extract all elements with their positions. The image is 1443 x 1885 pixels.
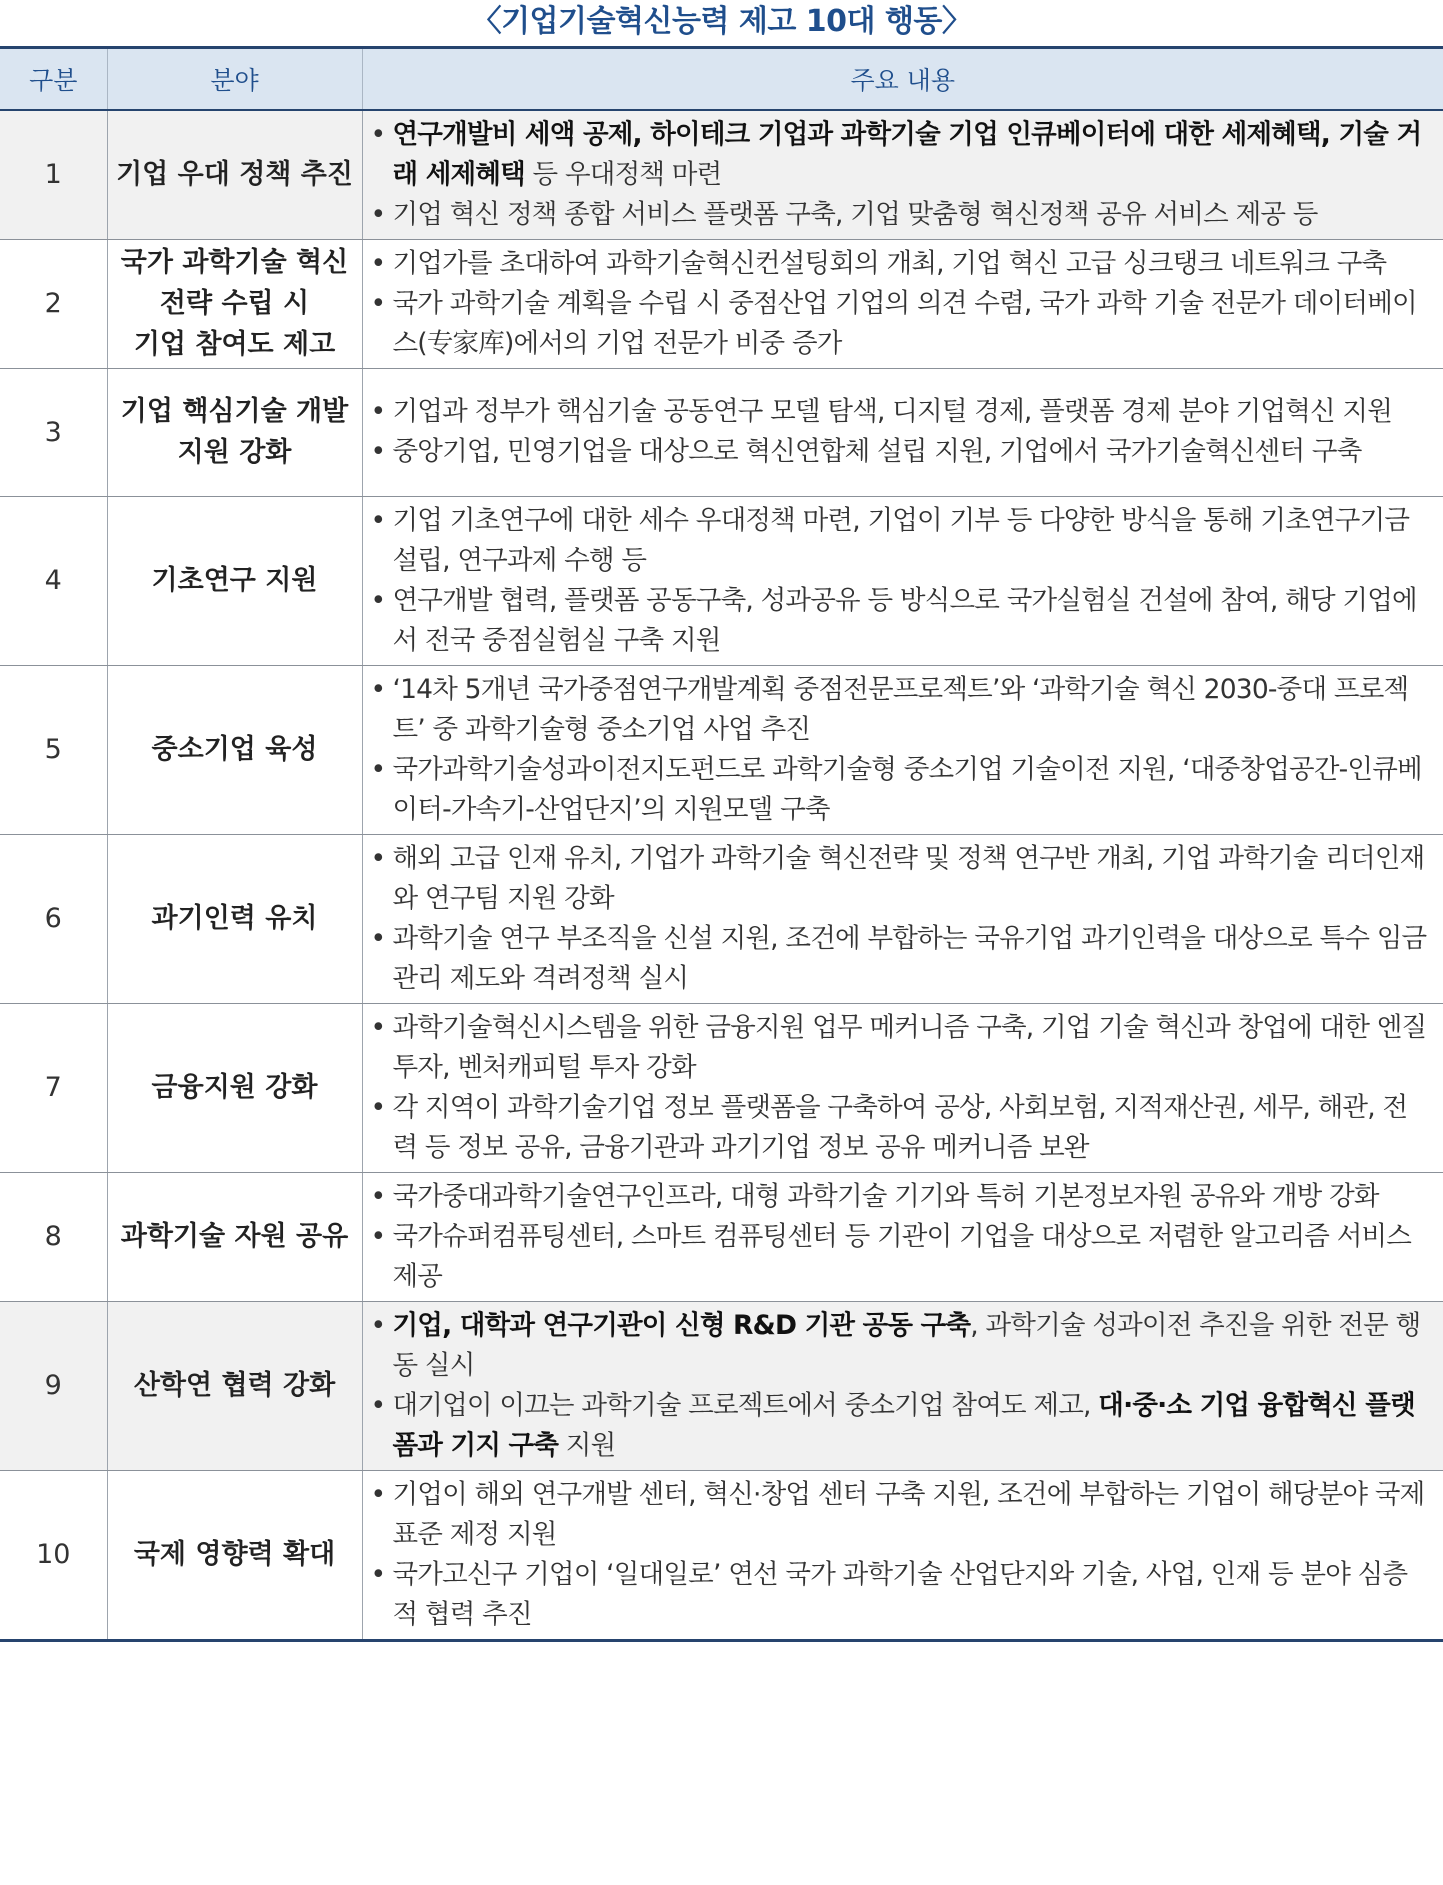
row-number: 7 [0,1003,107,1172]
row-field: 중소기업 육성 [107,665,362,834]
table-row [0,1301,1443,1470]
row-content [362,665,1443,834]
table-title: 〈기업기술혁신능력 제고 10대 행동〉 [471,4,972,39]
bullet-item [371,1386,1432,1466]
bullet-item: • ‘14차 5개년 국가중점연구개발계획 중점전문프로젝트’와 ‘과학기술 혁신 2030-중대 프로젝트’ 중 과학기술형 중소기업 사업 추진 [371,670,1432,750]
table-row [0,665,1443,834]
field-line: 전략 수립 시 [159,288,310,319]
row-number: 1 [0,110,107,240]
table-row [0,239,1443,368]
header-content: 주요 내용 [362,48,1443,110]
row-content [362,1172,1443,1301]
table-row [0,1003,1443,1172]
field-line: 지원 강화 [177,437,292,468]
actions-table [0,46,1443,1642]
row-number: 6 [0,834,107,1003]
bullet-text: , 과학기술 성과이전 추진을 위한 전문 행동 실시 [392,1309,1421,1381]
row-number: 4 [0,496,107,665]
bullet-item: • 기업이 해외 연구개발 센터, 혁신·창업 센터 구축 지원, 조건에 부합하는 기업이 해당분야 국제표준 제정 지원 [371,1475,1432,1555]
row-field: 과학기술 자원 공유 [107,1172,362,1301]
table-row [0,368,1443,496]
bullet-text: 지원 [558,1429,616,1461]
bullet-item [371,115,1432,195]
table-header-row [0,48,1443,110]
bullet-text: 대기업이 이끄는 과학기술 프로젝트에서 중소기업 참여도 제고, [392,1389,1099,1421]
header-category: 구분 [0,48,107,110]
bold-text: 대·중·소 기업 융합혁신 플랫폼과 기지 구축 [392,1389,1415,1461]
row-field: 과기인력 유치 [107,834,362,1003]
field-line: 기업 참여도 제고 [133,329,336,360]
bullet-item: • 각 지역이 과학기술기업 정보 플랫폼을 구축하여 공상, 사회보험, 지적재산권, 세무, 해관, 전력 등 정보 공유, 금융기관과 과기기업 정보 공유 메커니즘 보완 [371,1088,1432,1168]
row-field: 기초연구 지원 [107,496,362,665]
field-line: 기업 핵심기술 개발 [120,396,349,427]
row-content [362,239,1443,368]
table-row [0,496,1443,665]
bullet-item: • 연구개발 협력, 플랫폼 공동구축, 성과공유 등 방식으로 국가실험실 건설에 참여, 해당 기업에서 전국 중점실험실 구축 지원 [371,581,1432,661]
bullet-item: • 해외 고급 인재 유치, 기업가 과학기술 혁신전략 및 정책 연구반 개최, 기업 과학기술 리더인재와 연구팀 지원 강화 [371,839,1432,919]
row-number: 9 [0,1301,107,1470]
bullet-item: • 기업가를 초대하여 과학기술혁신컨설팅회의 개최, 기업 혁신 고급 싱크탱크 네트워크 구축 [371,244,1432,284]
table-row [0,834,1443,1003]
row-number: 3 [0,368,107,496]
bullet-item: • 기업과 정부가 핵심기술 공동연구 모델 탐색, 디지털 경제, 플랫폼 경제 분야 기업혁신 지원 [371,392,1432,432]
bullet-item: • 과학기술 연구 부조직을 신설 지원, 조건에 부합하는 국유기업 과기인력을 대상으로 특수 임금관리 제도와 격려정책 실시 [371,919,1432,999]
row-field: 금융지원 강화 [107,1003,362,1172]
bullet-item: • 국가슈퍼컴퓨팅센터, 스마트 컴퓨팅센터 등 기관이 기업을 대상으로 저렴한 알고리즘 서비스 제공 [371,1217,1432,1297]
bullet-item: • 중앙기업, 민영기업을 대상으로 혁신연합체 설립 지원, 기업에서 국가기술혁신센터 구축 [371,432,1432,472]
bullet-item: • 국가과학기술성과이전지도펀드로 과학기술형 중소기업 기술이전 지원, ‘대중창업공간-인큐베이터-가속기-산업단지’의 지원모델 구축 [371,750,1432,830]
row-content [362,1470,1443,1640]
row-field [107,239,362,368]
bullet-item: • 국가 과학기술 계획을 수립 시 중점산업 기업의 의견 수렴, 국가 과학 기술 전문가 데이터베이스(专家库)에서의 기업 전문가 비중 증가 [371,284,1432,364]
row-field: 산학연 협력 강화 [107,1301,362,1470]
row-number: 2 [0,239,107,368]
field-line: 국가 과학기술 혁신 [120,247,349,278]
bold-text: 기업, 대학과 연구기관이 신형 R&D 기관 공동 구축 [392,1309,971,1341]
row-field [107,368,362,496]
bullet-item: • 국가중대과학기술연구인프라, 대형 과학기술 기기와 특허 기본정보자원 공유와 개방 강화 [371,1177,1432,1217]
row-number: 5 [0,665,107,834]
row-content [362,1301,1443,1470]
bullet-item: • 국가고신구 기업이 ‘일대일로’ 연선 국가 과학기술 산업단지와 기술, 사업, 인재 등 분야 심층적 협력 추진 [371,1555,1432,1635]
row-content [362,496,1443,665]
header-field: 분야 [107,48,362,110]
row-content [362,368,1443,496]
bold-text: 연구개발비 세액 공제, 하이테크 기업과 과학기술 기업 인큐베이터에 대한 세제혜택, 기술 거래 세제혜택 [392,118,1422,190]
bullet-text: 등 우대정책 마련 [524,158,722,190]
bullet-item: • 기업 기초연구에 대한 세수 우대정책 마련, 기업이 기부 등 다양한 방식을 통해 기초연구기금 설립, 연구과제 수행 등 [371,501,1432,581]
row-field: 기업 우대 정책 추진 [107,110,362,240]
row-field: 국제 영향력 확대 [107,1470,362,1640]
row-number: 8 [0,1172,107,1301]
table-row [0,1470,1443,1640]
bullet-item [371,1306,1432,1386]
row-content [362,110,1443,240]
table-row [0,110,1443,240]
row-number: 10 [0,1470,107,1640]
bullet-item: • 기업 혁신 정책 종합 서비스 플랫폼 구축, 기업 맞춤형 혁신정책 공유 서비스 제공 등 [371,195,1432,235]
row-content [362,1003,1443,1172]
bullet-item: • 과학기술혁신시스템을 위한 금융지원 업무 메커니즘 구축, 기업 기술 혁신과 창업에 대한 엔질투자, 벤처캐피털 투자 강화 [371,1008,1432,1088]
row-content [362,834,1443,1003]
table-row [0,1172,1443,1301]
